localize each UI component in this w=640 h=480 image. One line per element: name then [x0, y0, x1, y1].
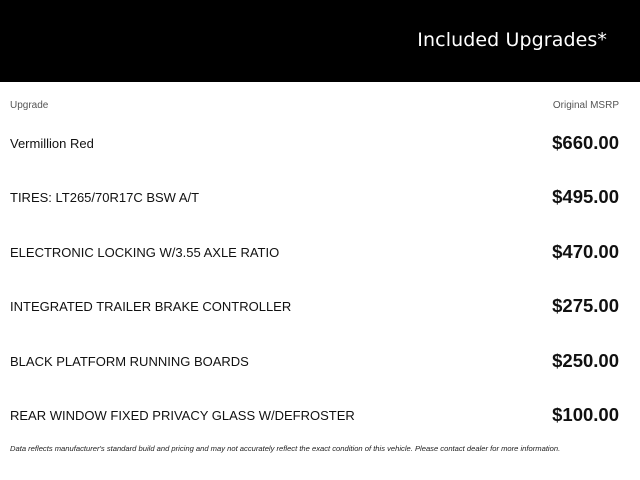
msrp-column-header: Original MSRP — [552, 100, 619, 111]
upgrade-price: $470.00 — [552, 240, 619, 262]
upgrade-column-header: Upgrade — [10, 100, 49, 111]
upgrade-name: Vermillion Red — [10, 136, 94, 151]
disclaimer-text: Data reflects manufacturer's standard build and pricing and may not accurately reflect the exact condition of this vehicle. Please contact dealer for more information. — [10, 444, 561, 453]
upgrade-row — [10, 130, 619, 184]
upgrade-price: $100.00 — [552, 403, 619, 425]
upgrade-name: INTEGRATED TRAILER BRAKE CONTROLLER — [10, 299, 292, 315]
upgrade-name: BLACK PLATFORM RUNNING BOARDS — [10, 353, 249, 369]
upgrade-name: REAR WINDOW FIXED PRIVACY GLASS W/DEFROSTER — [10, 407, 355, 423]
column-headers — [10, 100, 619, 114]
header-bar — [0, 0, 640, 82]
upgrade-row — [10, 184, 619, 238]
upgrade-name: ELECTRONIC LOCKING W/3.55 AXLE RATIO — [10, 244, 280, 260]
upgrade-price: $660.00 — [552, 132, 619, 153]
upgrade-price: $495.00 — [552, 186, 619, 208]
upgrade-row — [10, 293, 619, 347]
page-title: Included Upgrades* — [417, 29, 607, 51]
upgrade-row — [10, 348, 619, 402]
upgrade-row — [10, 239, 619, 293]
upgrade-price: $275.00 — [552, 295, 619, 317]
upgrade-name: TIRES: LT265/70R17C BSW A/T — [10, 190, 200, 206]
upgrade-price: $250.00 — [552, 349, 619, 371]
upgrades-list — [10, 130, 619, 456]
